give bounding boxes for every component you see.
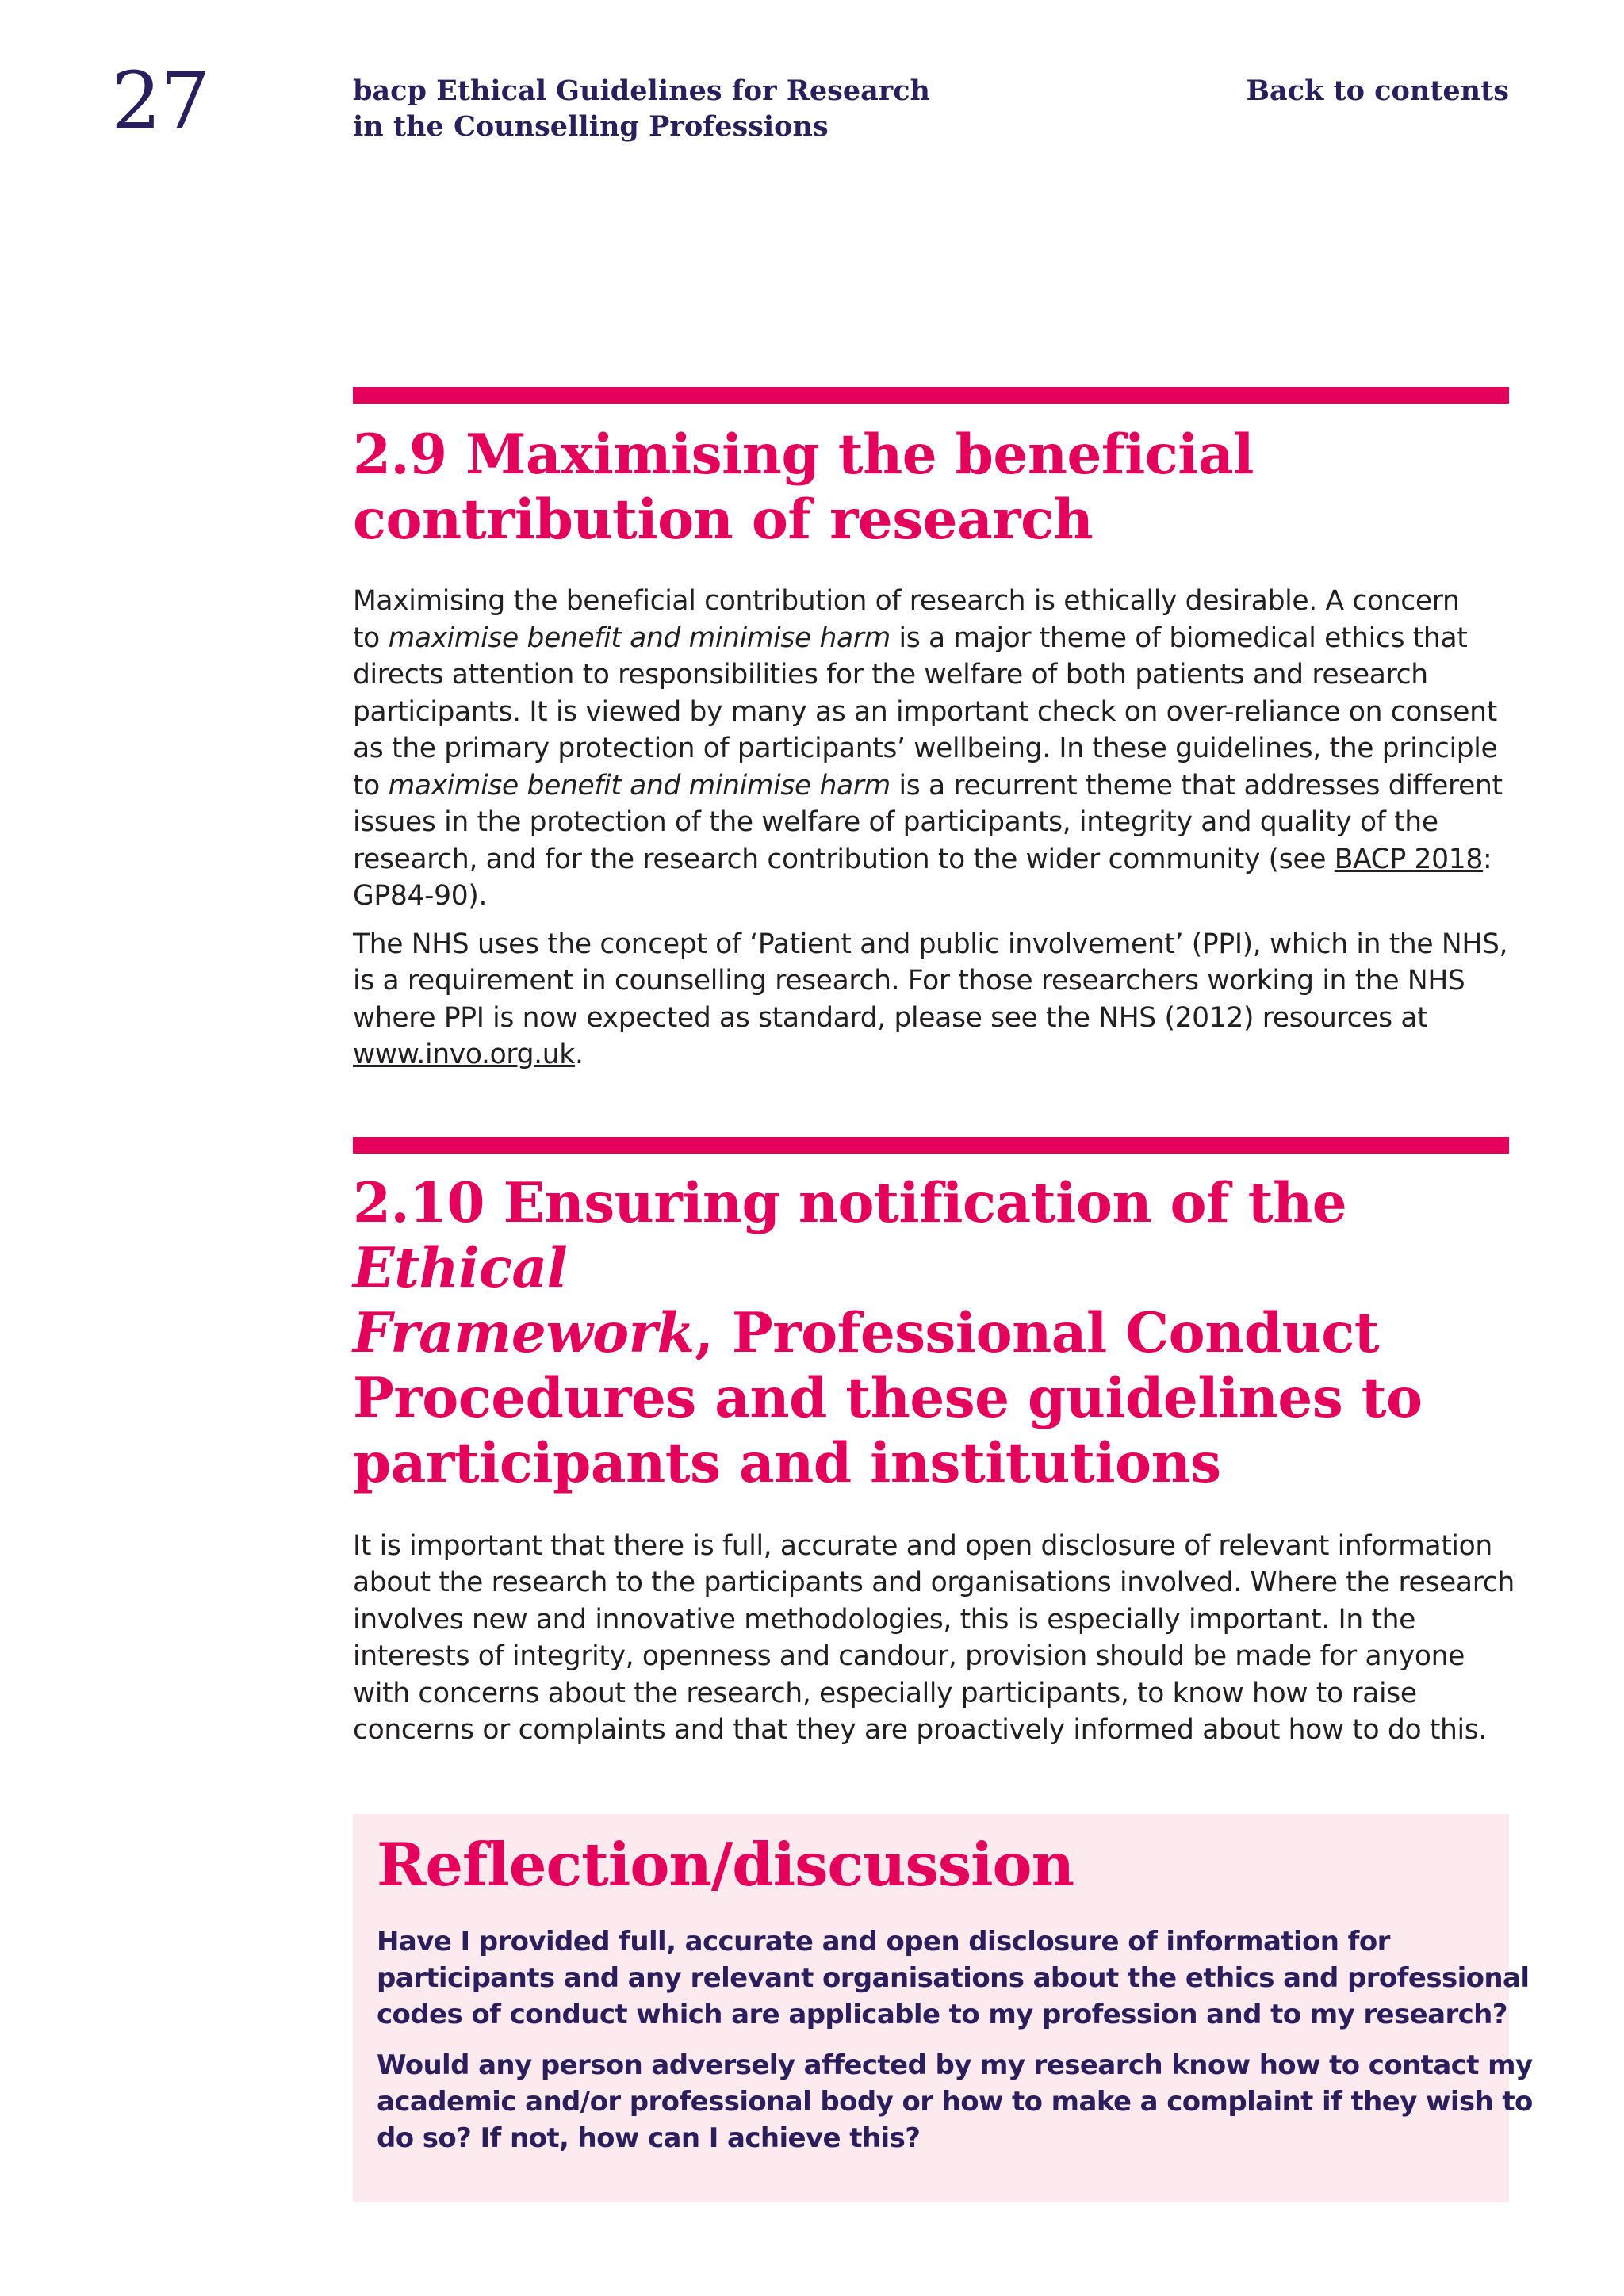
section-2-10: [353, 1137, 1515, 1749]
reflection-question: [377, 2047, 1533, 2156]
question-line: academic and/or professional body or how to make a complaint if they wish to: [377, 2085, 1533, 2118]
text-line: about the research to the participants and organisations involved. Where the research: [353, 1567, 1515, 1598]
text-line: Maximising the beneficial contribution of research is ethically desirable. A concern: [353, 585, 1460, 617]
heading-run: , Professional Conduct: [694, 1300, 1380, 1365]
section-heading: [353, 1171, 1509, 1496]
body-paragraph: [353, 926, 1509, 1073]
question-line: codes of conduct which are applicable to my profession and to my research?: [377, 1998, 1507, 2030]
text-line: involves new and innovative methodologies, this is especially important. In the: [353, 1603, 1416, 1636]
text-run: .: [574, 1039, 584, 1070]
text-run: research, and for the research contribution to the wider community (see: [353, 843, 1335, 875]
question-line: Would any person adversely affected by my research know how to contact my: [377, 2049, 1533, 2081]
reflection-box: [353, 1814, 1533, 2202]
text-line: concerns or complaints and that they are proactively informed about how to do this.: [353, 1714, 1488, 1746]
text-run: :: [1482, 843, 1492, 875]
section-divider-rule: [353, 387, 1509, 404]
heading-line: [353, 1301, 1509, 1366]
emphasis-text: maximise benefit and minimise harm: [388, 769, 891, 802]
document-title-line-1: bacp Ethical Guidelines for Research: [353, 75, 930, 107]
text-line: [353, 841, 1509, 878]
text-line: issues in the protection of the welfare of participants, integrity and quality of the: [353, 806, 1438, 838]
back-to-contents-link[interactable]: Back to contents: [1246, 75, 1509, 107]
text-line: is a requirement in counselling research. For those researchers working in the NHS: [353, 965, 1465, 997]
text-run: to: [353, 769, 389, 802]
section-heading: [353, 423, 1509, 553]
heading-line: [353, 1171, 1509, 1301]
text-line: GP84-90).: [353, 880, 488, 912]
question-line: participants and any relevant organisations about the ethics and professional: [377, 1961, 1530, 1994]
text-line: The NHS uses the concept of ‘Patient and public involvement’ (PPI), which in the NHS,: [353, 928, 1508, 960]
bacp-2018-link[interactable]: BACP 2018: [1334, 843, 1483, 875]
text-run: is a major theme of biomedical ethics that: [890, 622, 1468, 654]
text-line: [353, 1036, 1509, 1073]
text-line: with concerns about the research, especially participants, to know how to raise: [353, 1677, 1417, 1709]
text-line: where PPI is now expected as standard, please see the NHS (2012) resources at: [353, 1001, 1428, 1034]
main-content: [353, 387, 1533, 2202]
question-line: do so? If not, how can I achieve this?: [377, 2122, 921, 2154]
body-paragraph: [353, 1528, 1515, 1749]
heading-line: Procedures and these guidelines to: [353, 1365, 1423, 1430]
text-line: as the primary protection of participants’ wellbeing. In these guidelines, the principle: [353, 733, 1498, 764]
section-2-9: [353, 387, 1509, 1073]
text-line: [353, 767, 1509, 805]
text-line: interests of integrity, openness and candour, provision should be made for anyone: [353, 1640, 1465, 1672]
heading-line: contribution of research: [353, 488, 1094, 552]
document-title-line-2: in the Counselling Professions: [353, 110, 829, 143]
heading-line: participants and institutions: [353, 1430, 1221, 1495]
text-line: participants. It is viewed by many as an important check on over-reliance on consent: [353, 695, 1497, 728]
text-line: [353, 620, 1509, 657]
page-number: 27: [111, 55, 209, 147]
question-line: Have I provided full, accurate and open disclosure of information for: [377, 1925, 1390, 1957]
reflection-question: [377, 1923, 1530, 2033]
invo-website-link[interactable]: www.invo.org.uk: [353, 1039, 575, 1070]
heading-run: 2.10 Ensuring notification of the: [353, 1170, 1347, 1235]
document-title: [353, 73, 956, 144]
heading-emphasis: Framework: [353, 1300, 695, 1365]
heading-emphasis: Ethical: [353, 1235, 568, 1300]
heading-line: 2.9 Maximising the beneficial: [353, 423, 1254, 487]
text-line: directs attention to responsibilities for the welfare of both patients and research: [353, 659, 1428, 691]
reflection-heading: Reflection/discussion: [377, 1829, 1074, 1900]
text-run: is a recurrent theme that addresses different: [890, 769, 1503, 802]
section-divider-rule: [353, 1137, 1509, 1154]
text-line: It is important that there is full, accurate and open disclosure of relevant information: [353, 1529, 1492, 1562]
body-paragraph: [353, 583, 1509, 915]
text-run: to: [353, 622, 389, 654]
emphasis-text: maximise benefit and minimise harm: [388, 622, 891, 654]
